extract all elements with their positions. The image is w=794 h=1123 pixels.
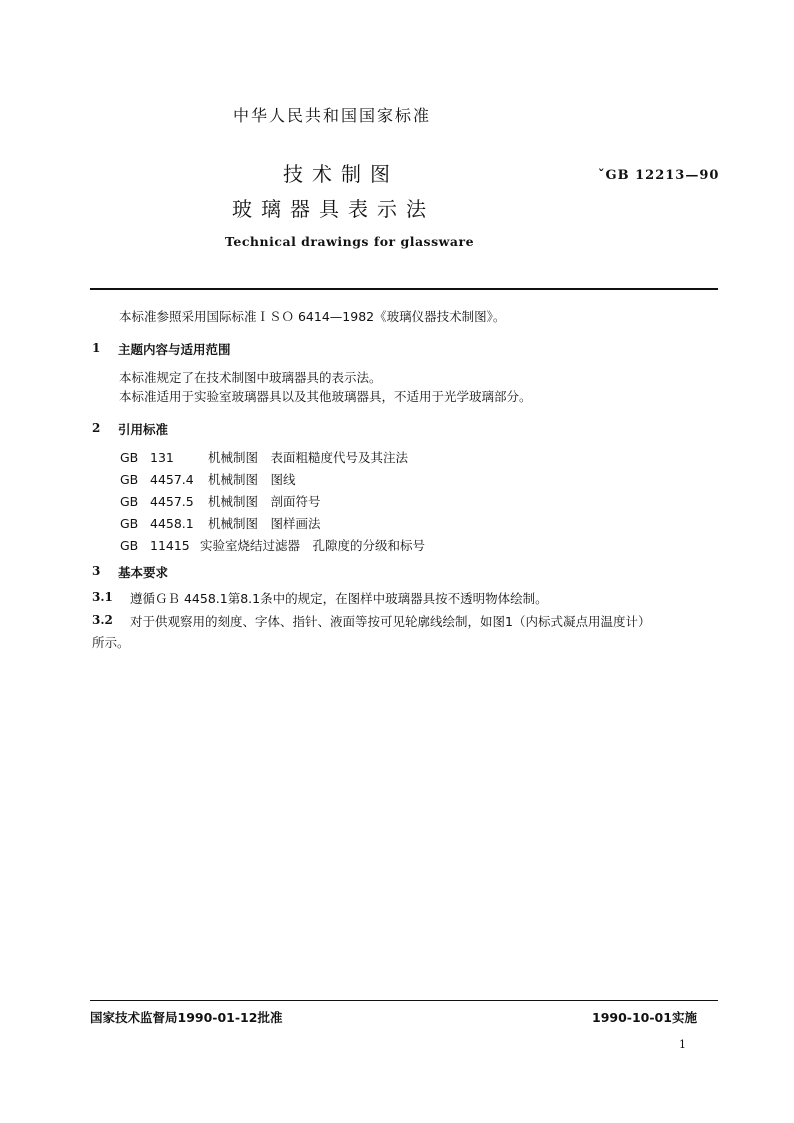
clause-3-1-number: 3.1: [92, 590, 113, 604]
reference-number: 131: [150, 450, 174, 465]
section-1-number: 1: [92, 341, 101, 355]
approval-date: 国家技术监督局1990-01-12批准: [90, 1010, 283, 1025]
section-3-title: 基本要求: [118, 565, 169, 580]
title-chinese-line2: 玻璃器具表示法: [232, 197, 435, 221]
reference-code: GB: [120, 472, 139, 487]
reference-title: 实验室烧结过滤器 孔隙度的分级和标号: [200, 538, 426, 553]
reference-title: 机械制图 表面粗糙度代号及其注法: [208, 450, 409, 465]
reference-code: GB: [120, 450, 139, 465]
reference-code: GB: [120, 538, 139, 553]
footer-divider: [90, 1000, 718, 1001]
reference-title: 机械制图 图样画法: [208, 516, 321, 531]
reference-item: [120, 492, 321, 510]
reference-number: 11415: [150, 538, 190, 553]
issuing-authority: 中华人民共和国国家标准: [233, 106, 432, 125]
clause-3-2-number: 3.2: [92, 613, 113, 627]
section-2-number: 2: [92, 421, 101, 435]
reference-item: [120, 514, 321, 532]
page-number: 1: [679, 1038, 686, 1051]
section-3-number: 3: [92, 564, 101, 578]
reference-item: [120, 448, 408, 466]
section-1-paragraph-1: 本标准规定了在技术制图中玻璃器具的表示法。: [119, 370, 382, 385]
reference-number: 4458.1: [150, 516, 194, 531]
header-divider: [90, 288, 718, 290]
section-1-paragraph-2: 本标准适用于实验室玻璃器具以及其他玻璃器具，不适用于光学玻璃部分。: [119, 389, 532, 404]
standard-number: ˇGB 12213—90: [598, 168, 720, 183]
reference-code: GB: [120, 494, 139, 509]
reference-number: 4457.4: [150, 472, 194, 487]
intro-paragraph: 本标准参照采用国际标准ＩＳＯ 6414—1982《玻璃仪器技术制图》。: [119, 309, 506, 324]
title-english: Technical drawings for glassware: [225, 234, 475, 249]
reference-item: [120, 470, 296, 488]
reference-code: GB: [120, 516, 139, 531]
reference-item: [120, 536, 425, 554]
reference-number: 4457.5: [150, 494, 194, 509]
reference-title: 机械制图 剖面符号: [208, 494, 321, 509]
clause-3-2-text: 对于供观察用的刻度、字体、指针、液面等按可见轮廓线绘制，如图1（内标式凝点用温度计）: [130, 614, 651, 629]
implementation-date: 1990-10-01实施: [592, 1010, 697, 1025]
clause-3-2-continuation: 所示。: [92, 635, 130, 650]
title-chinese-line1: 技术制图: [283, 162, 399, 186]
clause-3-1-text: 遵循ＧＢ 4458.1第8.1条中的规定，在图样中玻璃器具按不透明物体绘制。: [130, 591, 548, 606]
reference-title: 机械制图 图线: [208, 472, 296, 487]
section-2-title: 引用标准: [118, 422, 169, 437]
section-1-title: 主题内容与适用范围: [118, 342, 231, 357]
